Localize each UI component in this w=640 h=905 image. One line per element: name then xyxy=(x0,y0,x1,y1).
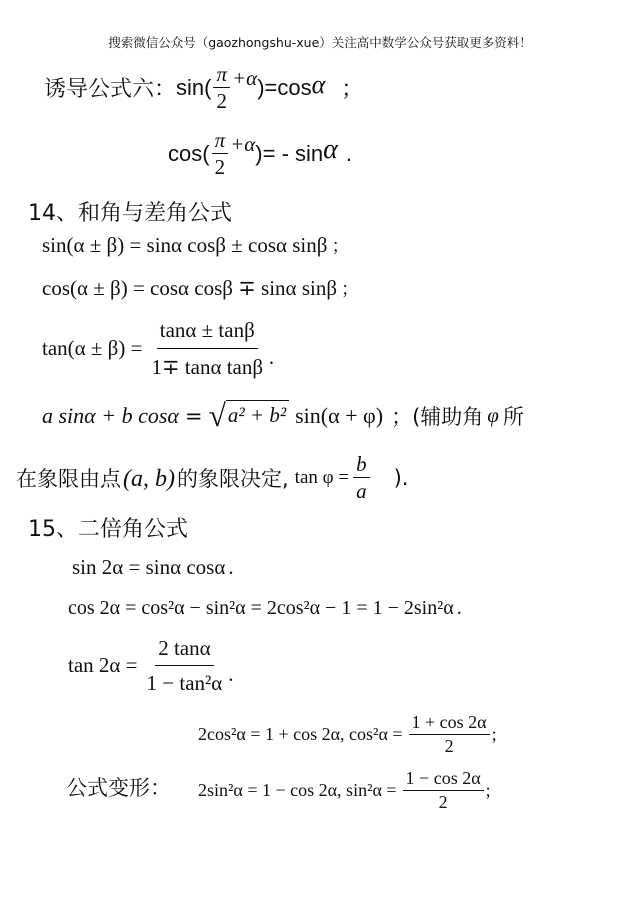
tan2-fraction xyxy=(144,636,226,695)
sin-sum-text: sin(α ± β) = sinα cosβ ± cosα sinβ xyxy=(42,233,328,257)
aux-line2-mid: 的象限决定, xyxy=(176,466,289,491)
b-over-a xyxy=(353,452,370,503)
aux-note: ；(辅助角 xyxy=(391,404,484,429)
variant-cos-fraction xyxy=(409,712,490,756)
tan-sum-denominator: 1∓ tanα tanβ xyxy=(151,355,264,380)
formula6-pi-over-2 xyxy=(213,62,230,113)
semicolon: ； xyxy=(341,279,360,300)
variant-cos-formula xyxy=(198,712,497,756)
plus-alpha: +α xyxy=(232,66,258,91)
cos2-text: cos 2α = cos²α − sin²α = 2cos²α − 1 = 1 − 2sin²α xyxy=(68,597,454,619)
dot: · xyxy=(268,351,276,376)
page-header: 搜索微信公众号（gaozhongshu-xue）关注高中数学公众号获取更多资料！ xyxy=(108,35,532,50)
formula6-pi-over-2-b xyxy=(212,128,229,179)
cos-sum-text: cos(α ± β) = cosα cosβ ∓ sinα sinβ xyxy=(42,276,338,300)
denominator-two: 2 xyxy=(216,89,227,114)
tan2-numerator: 2 tanα xyxy=(155,636,213,666)
variant-label: 公式变形： xyxy=(66,776,171,800)
radical-sign: √ xyxy=(208,398,226,433)
variant-sin-lhs: 2sin²α = 1 − cos 2α, sin²α = xyxy=(198,779,397,800)
denominator-a: a xyxy=(356,479,367,504)
variant-cos-numerator: 1 + cos 2α xyxy=(409,712,490,735)
sin-sum-formula xyxy=(42,232,349,258)
aux-sin: sin(α + φ) xyxy=(295,402,384,428)
radicand: a² + b² xyxy=(226,400,289,432)
section14-title: 14、和角与差角公式 xyxy=(28,201,232,226)
alpha-symbol: α xyxy=(323,133,338,165)
tan-sum-formula xyxy=(42,318,275,379)
semicolon: ; xyxy=(491,723,497,744)
tan2-formula xyxy=(68,636,234,695)
phi-symbol: φ xyxy=(487,403,499,428)
formula6-eq-minus-sin: )= - sin xyxy=(255,140,324,166)
sin2-text: sin 2α = sinα cosα xyxy=(72,555,226,579)
alpha-symbol: α xyxy=(311,69,326,99)
formula6-line2 xyxy=(168,128,352,179)
formula6-label: 诱导公式六： xyxy=(44,77,177,103)
semicolon: ; xyxy=(485,779,491,800)
formula6-eq-cos: )=cos xyxy=(257,74,312,100)
cos2-formula xyxy=(68,597,462,620)
dot: · xyxy=(227,668,235,693)
variant-sin-formula xyxy=(198,768,491,812)
period: . xyxy=(456,597,462,619)
variant-sin-denominator: 2 xyxy=(438,791,448,812)
tan-sum-fraction xyxy=(148,318,266,379)
tan2-denominator: 1 − tan²α xyxy=(146,671,223,696)
section15-title: 15、二倍角公式 xyxy=(28,517,188,542)
variant-sin-numerator: 1 − cos 2α xyxy=(403,768,484,791)
sin2-formula xyxy=(72,555,234,580)
equals-sign: = xyxy=(184,403,203,428)
denominator-two: 2 xyxy=(214,155,226,180)
period: . xyxy=(345,140,352,166)
tan-sum-numerator: tanα ± tanβ xyxy=(157,318,258,349)
semicolon: ； xyxy=(331,236,350,257)
auxiliary-angle-line2 xyxy=(16,452,408,503)
aux-line2-pre: 在象限由点 xyxy=(16,466,121,491)
pi-symbol: π xyxy=(212,128,229,154)
variant-cos-lhs: 2cos²α = 1 + cos 2α, cos²α = xyxy=(198,723,403,744)
numerator-b: b xyxy=(353,452,370,478)
pi-symbol: π xyxy=(213,62,230,88)
tan-phi: tan φ = xyxy=(294,466,350,488)
variant-sin-fraction xyxy=(403,768,484,812)
formula6-sin-open: sin( xyxy=(176,74,212,100)
period: . xyxy=(228,555,234,579)
auxiliary-angle-line1 xyxy=(42,400,524,432)
tan-sum-lhs: tan(α ± β) = xyxy=(42,336,143,361)
formula6-cos-open: cos( xyxy=(168,140,210,166)
cos-sum-formula xyxy=(42,275,359,301)
aux-suo: 所 xyxy=(502,404,524,429)
aux-end: ). xyxy=(393,465,409,490)
semicolon: ； xyxy=(341,77,364,103)
point-ab: (a, b) xyxy=(123,466,175,493)
formula6-line1 xyxy=(44,62,363,113)
plus-alpha: +α xyxy=(230,132,256,157)
tan2-lhs: tan 2α = xyxy=(68,653,138,678)
sqrt-a2-b2 xyxy=(209,400,290,432)
aux-lhs: a sinα + b cosα xyxy=(42,402,179,428)
variant-cos-denominator: 2 xyxy=(444,735,454,756)
